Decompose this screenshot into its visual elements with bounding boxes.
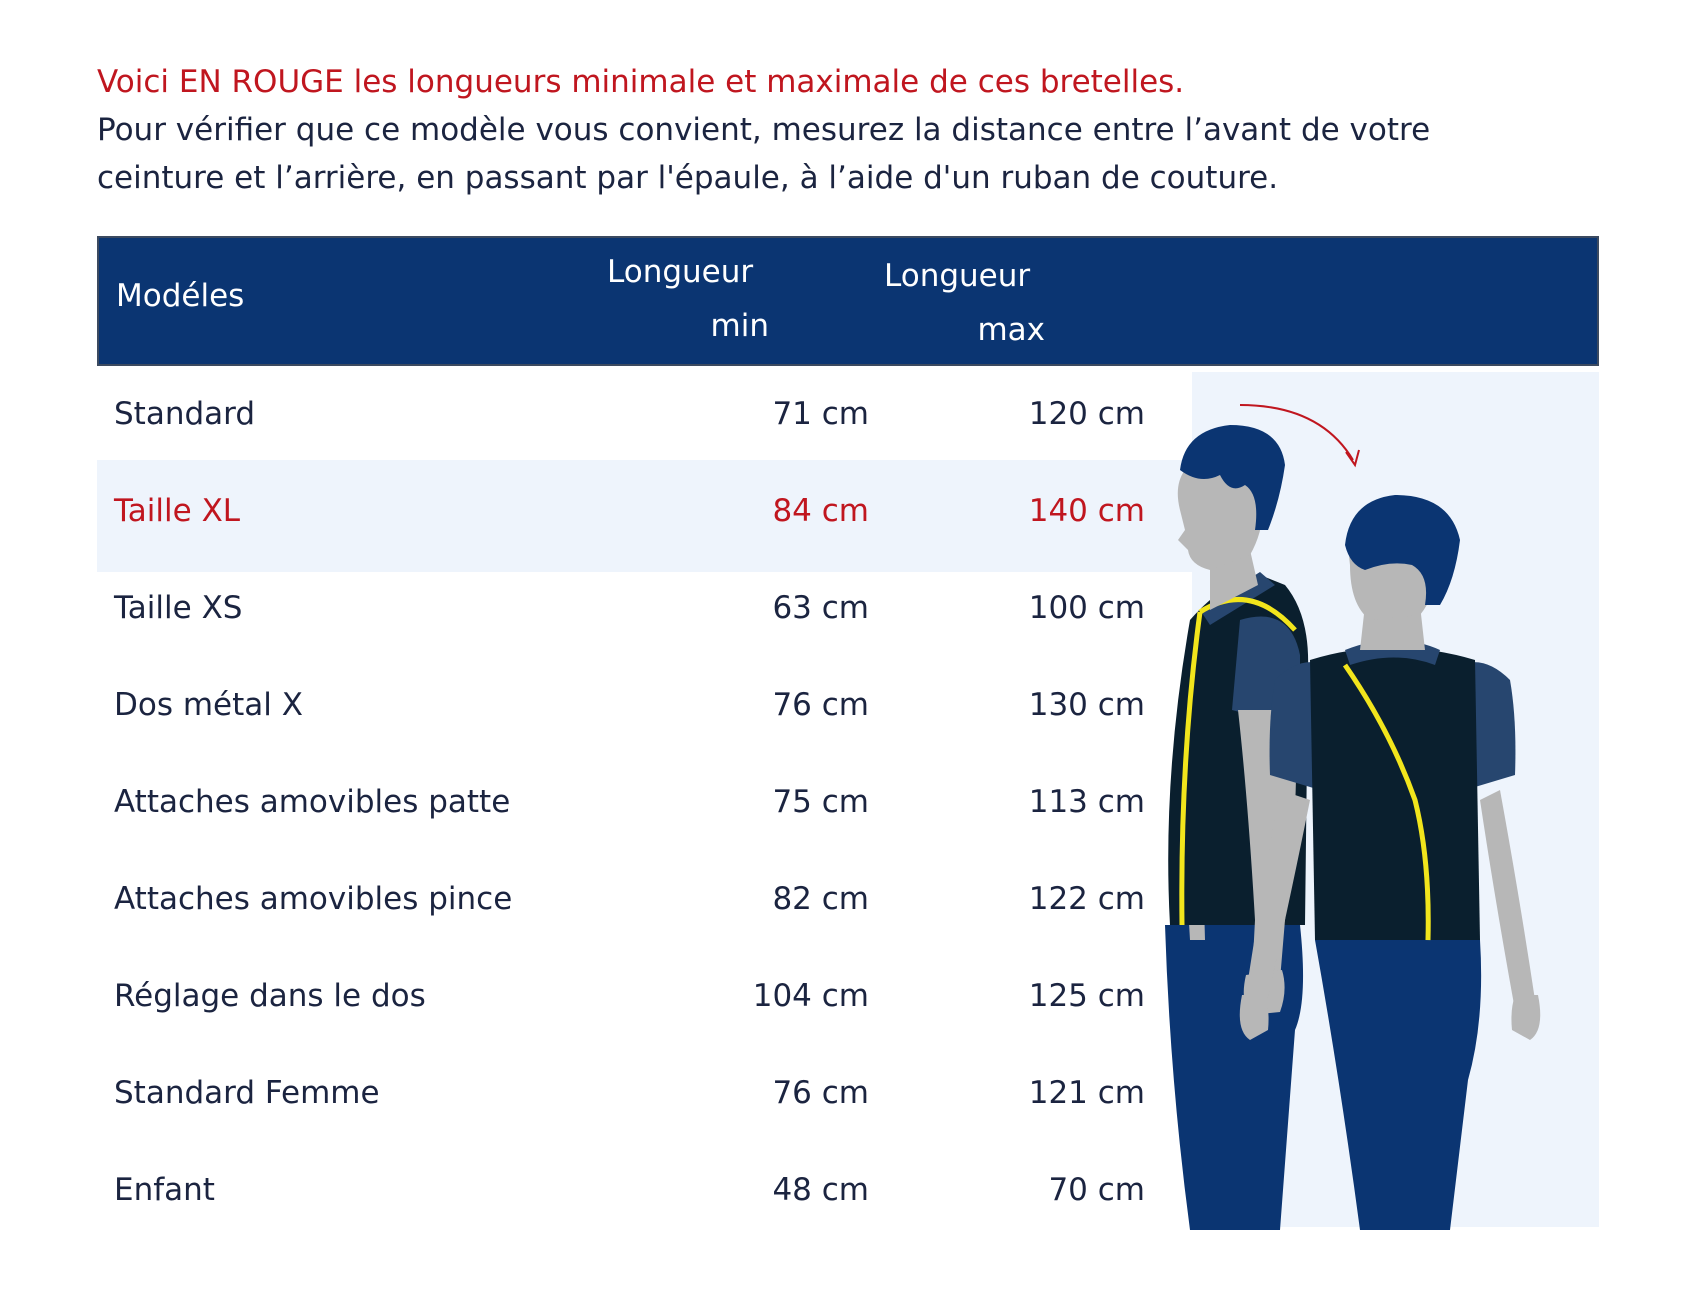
table-row [97, 663, 1197, 760]
intro-line-3: ceinture et l’arrière, en passant par l'épaule, à l’aide d'un ruban de couture. [97, 160, 1279, 196]
cell-max: 121 cm [1028, 1075, 1145, 1111]
intro-text [97, 58, 1617, 202]
cell-model: Attaches amovibles patte [114, 784, 511, 820]
table-row [97, 372, 1197, 469]
illustration [1150, 380, 1680, 1250]
cell-model: Taille XS [114, 590, 243, 626]
table-row [97, 954, 1197, 1051]
cell-min: 84 cm [772, 493, 869, 529]
cell-max: 122 cm [1028, 881, 1145, 917]
cell-min: 104 cm [752, 978, 869, 1014]
cell-max: 120 cm [1028, 396, 1145, 432]
table-row [97, 857, 1197, 954]
cell-model: Réglage dans le dos [114, 978, 426, 1014]
cell-min: 63 cm [772, 590, 869, 626]
intro-line-2: Pour vérifier que ce modèle vous convient, mesurez la distance entre l’avant de votre [97, 112, 1431, 148]
cell-min: 71 cm [772, 396, 869, 432]
cell-max: 130 cm [1028, 687, 1145, 723]
header-model: Modéles [116, 278, 245, 314]
cell-min: 82 cm [772, 881, 869, 917]
cell-model: Enfant [114, 1172, 215, 1208]
header-max-line1: Longueur [884, 258, 1031, 294]
cell-model: Attaches amovibles pince [114, 881, 513, 917]
cell-max: 125 cm [1028, 978, 1145, 1014]
cell-model: Standard [114, 396, 256, 432]
table-row [97, 1148, 1197, 1245]
cell-max: 100 cm [1028, 590, 1145, 626]
cell-model: Dos métal X [114, 687, 303, 723]
cell-max: 140 cm [1028, 493, 1145, 529]
cell-model: Standard Femme [114, 1075, 380, 1111]
header-min-line2: min [710, 308, 769, 344]
cell-max: 70 cm [1048, 1172, 1145, 1208]
cell-min: 76 cm [772, 1075, 869, 1111]
table-row [97, 1051, 1197, 1148]
table-body [97, 372, 1197, 1245]
header-max-line2: max [977, 312, 1045, 348]
table-row-highlighted [97, 469, 1197, 566]
table-header [97, 236, 1599, 366]
cell-model: Taille XL [114, 493, 241, 529]
table-row [97, 566, 1197, 663]
cell-min: 48 cm [772, 1172, 869, 1208]
cell-min: 76 cm [772, 687, 869, 723]
intro-red-line: Voici EN ROUGE les longueurs minimale et maximale de ces bretelles. [97, 64, 1185, 100]
cell-min: 75 cm [772, 784, 869, 820]
table-row [97, 760, 1197, 857]
header-min-line1: Longueur [607, 254, 754, 290]
cell-max: 113 cm [1028, 784, 1145, 820]
